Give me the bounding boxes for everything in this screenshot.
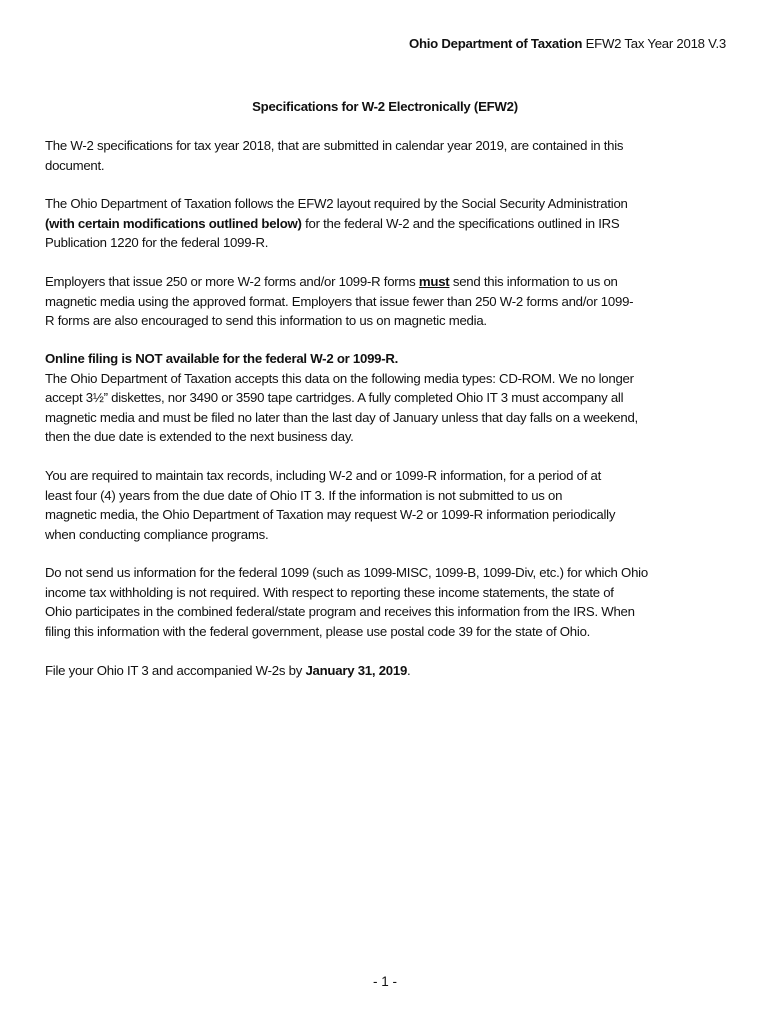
- text-segment: for the federal W-2 and the specifications outlined in IRS: [301, 215, 620, 231]
- text-line: [45, 214, 628, 234]
- text-line: The Ohio Department of Taxation follows the EFW2 layout required by the Social Security Administration: [45, 196, 628, 211]
- text-line: income tax withholding is not required. With respect to reporting these income statements, the state of: [45, 584, 614, 600]
- text-line: [45, 272, 633, 292]
- online-filing-heading: Online filing is NOT available for the federal W-2 or 1099-R.: [45, 351, 399, 366]
- text-line: Do not send us information for the federal 1099 (such as 1099-MISC, 1099-B, 1099-Div, etc.) for which Ohio: [45, 565, 648, 580]
- document-title: Specifications for W-2 Electronically (EFW2): [252, 99, 518, 114]
- text-line: least four (4) years from the due date of Ohio IT 3. If the information is not submitted to us on: [45, 487, 563, 503]
- paragraph-online-filing: [45, 349, 638, 447]
- text-line: magnetic media using the approved format. Employers that issue fewer than 250 W-2 forms and/or 1099-: [45, 293, 634, 309]
- text-line: R forms are also encouraged to send this information to us on magnetic media.: [45, 313, 487, 328]
- paragraph-layout: [45, 194, 628, 253]
- text-line: You are required to maintain tax records, including W-2 and or 1099-R information, for a period of at: [45, 468, 602, 483]
- text-segment: File your Ohio IT 3 and accompanied W-2s by: [45, 663, 306, 678]
- text-segment: .: [407, 663, 411, 678]
- header-org: Ohio Department of Taxation: [408, 36, 583, 51]
- text-line: magnetic media, the Ohio Department of Taxation may request W-2 or 1099-R information periodically: [45, 507, 616, 522]
- paragraph-intro: [45, 136, 623, 175]
- text-line: filing this information with the federal government, please use postal code 39 for the state of Ohio.: [45, 623, 591, 639]
- header-doc-info: EFW2 Tax Year 2018 V.3: [582, 36, 726, 51]
- paragraph-records: [45, 466, 615, 544]
- deadline-date: January 31, 2019: [305, 663, 408, 678]
- paragraph-deadline: [45, 661, 410, 681]
- emphasis-must: must: [418, 274, 450, 289]
- text-line: [45, 661, 410, 681]
- text-segment: Employers that issue 250 or more W-2 forms and/or 1099-R forms: [45, 274, 419, 289]
- paragraph-employers: [45, 272, 633, 331]
- text-segment: send this information to us on: [449, 274, 618, 289]
- text-line: Publication 1220 for the federal 1099-R.: [45, 235, 269, 250]
- text-line: The W-2 specifications for tax year 2018, that are submitted in calendar year 2019, are contained in this: [45, 138, 624, 153]
- text-line: Ohio participates in the combined federal/state program and receives this information from the IRS. When: [45, 604, 635, 619]
- paragraph-1099: [45, 563, 648, 641]
- text-line: The Ohio Department of Taxation accepts this data on the following media types: CD-ROM. We no longer: [45, 370, 634, 386]
- text-line: document.: [45, 157, 105, 173]
- page-header: [409, 36, 726, 51]
- text-line: when conducting compliance programs.: [45, 526, 269, 542]
- text-line: then the due date is extended to the next business day.: [45, 429, 354, 444]
- text-line: magnetic media and must be filed no later than the last day of January unless that day falls on a weekend,: [45, 409, 638, 425]
- bold-modifications: (with certain modifications outlined below): [45, 215, 302, 231]
- text-line: accept 3½” diskettes, nor 3490 or 3590 tape cartridges. A fully completed Ohio IT 3 must accompany all: [45, 390, 624, 405]
- page-number: - 1 -: [372, 974, 397, 989]
